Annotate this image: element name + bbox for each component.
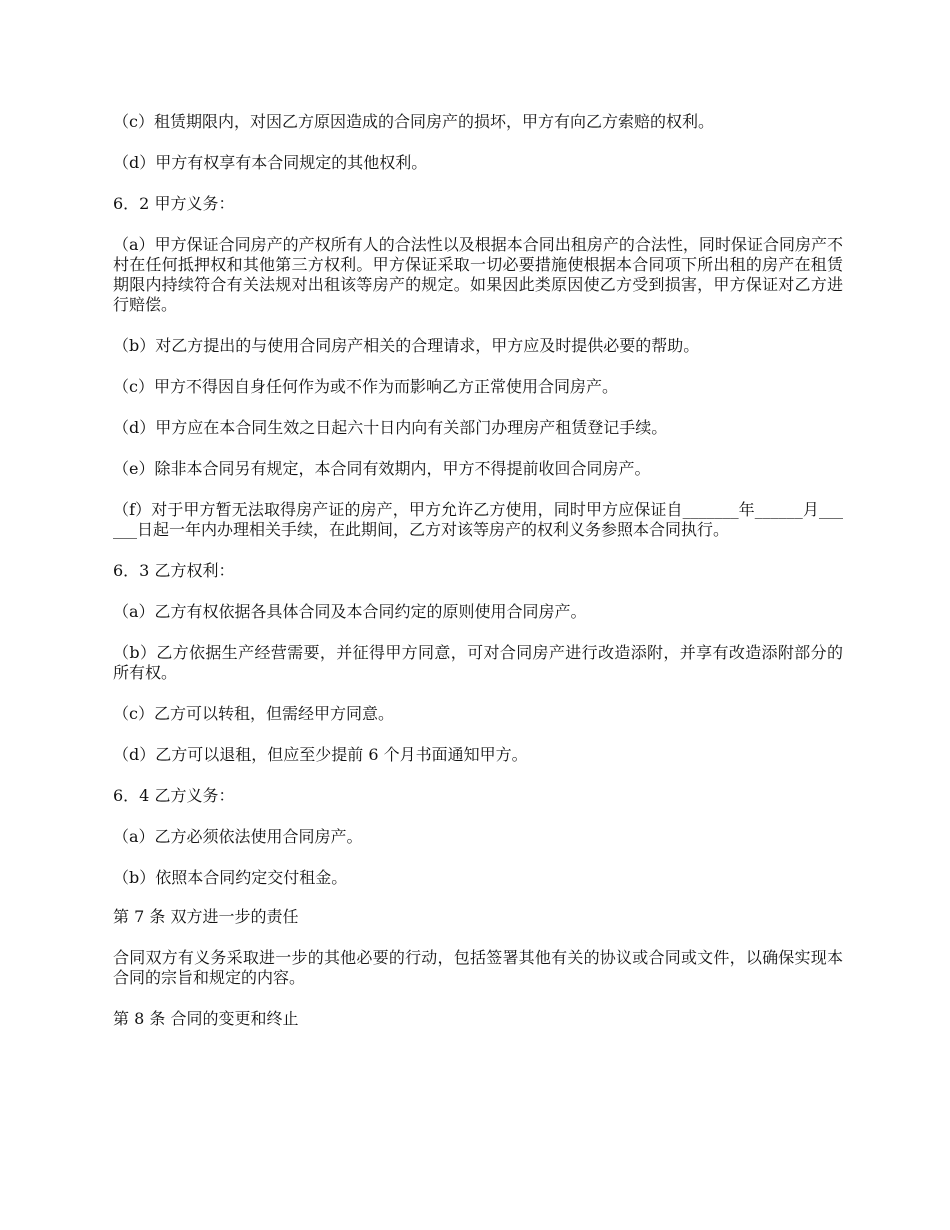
clause-6-1-d: （d）甲方有权享有本合同规定的其他权利。	[113, 153, 428, 172]
clause-6-4-b: （b）依照本合同约定交付租金。	[113, 868, 348, 887]
clause-6-3-b: （b）乙方依据生产经营需要，并征得甲方同意，可对合同房产进行改造添附，并享有改造添附部分的所有权。	[113, 643, 843, 682]
clause-6-2-e: （e）除非本合同另有规定，本合同有效期内，甲方不得提前收回合同房产。	[113, 459, 651, 478]
section-heading-6-4: 6．4 乙方义务：	[113, 786, 235, 805]
clause-6-2-b: （b）对乙方提出的与使用合同房产相关的合理请求，甲方应及时提供必要的帮助。	[113, 336, 700, 355]
clause-6-3-c: （c）乙方可以转租，但需经甲方同意。	[113, 704, 394, 723]
article-8-title: 第 8 条 合同的变更和终止	[113, 1009, 299, 1028]
clause-6-2-d: （d）甲方应在本合同生效之日起六十日内向有关部门办理房产租赁登记手续。	[113, 418, 668, 437]
clause-6-2-c: （c）甲方不得因自身任何作为或不作为而影响乙方正常使用合同房产。	[113, 377, 618, 396]
section-heading-6-3: 6．3 乙方权利：	[113, 561, 235, 580]
document-page	[113, 112, 843, 1050]
clause-6-3-a: （a）乙方有权依据各具体合同及本合同约定的原则使用合同房产。	[113, 602, 587, 621]
clause-6-1-c: （c）租赁期限内，对因乙方原因造成的合同房产的损坏，甲方有向乙方索赔的权利。	[113, 112, 714, 131]
article-7-body: 合同双方有义务采取进一步的其他必要的行动，包括签署其他有关的协议或合同或文件，以确保实现本合同的宗旨和规定的内容。	[113, 948, 843, 987]
clause-6-3-d: （d）乙方可以退租，但应至少提前 6 个月书面通知甲方。	[113, 745, 528, 764]
clause-6-2-f: （f）对于甲方暂无法取得房产证的房产，甲方允许乙方使用，同时甲方应保证自_______年______月______日起一年内办理相关手续，在此期间，乙方对该等房产的权利义务参照本合同执行。	[113, 500, 843, 539]
clause-6-4-a: （a）乙方必须依法使用合同房产。	[113, 827, 363, 846]
section-heading-6-2: 6．2 甲方义务：	[113, 194, 235, 213]
article-7-title: 第 7 条 双方进一步的责任	[113, 907, 299, 926]
clause-6-2-a: （a）甲方保证合同房产的产权所有人的合法性以及根据本合同出租房产的合法性，同时保证合同房产不村在任何抵押权和其他第三方权利。甲方保证采取一切必要措施使根据本合同项下所出租的房产在租赁期限内持续符合有关法规对出租该等房产的规定。如果因此类原因使乙方受到损害，甲方保证对乙方进行赔偿。	[113, 235, 843, 314]
